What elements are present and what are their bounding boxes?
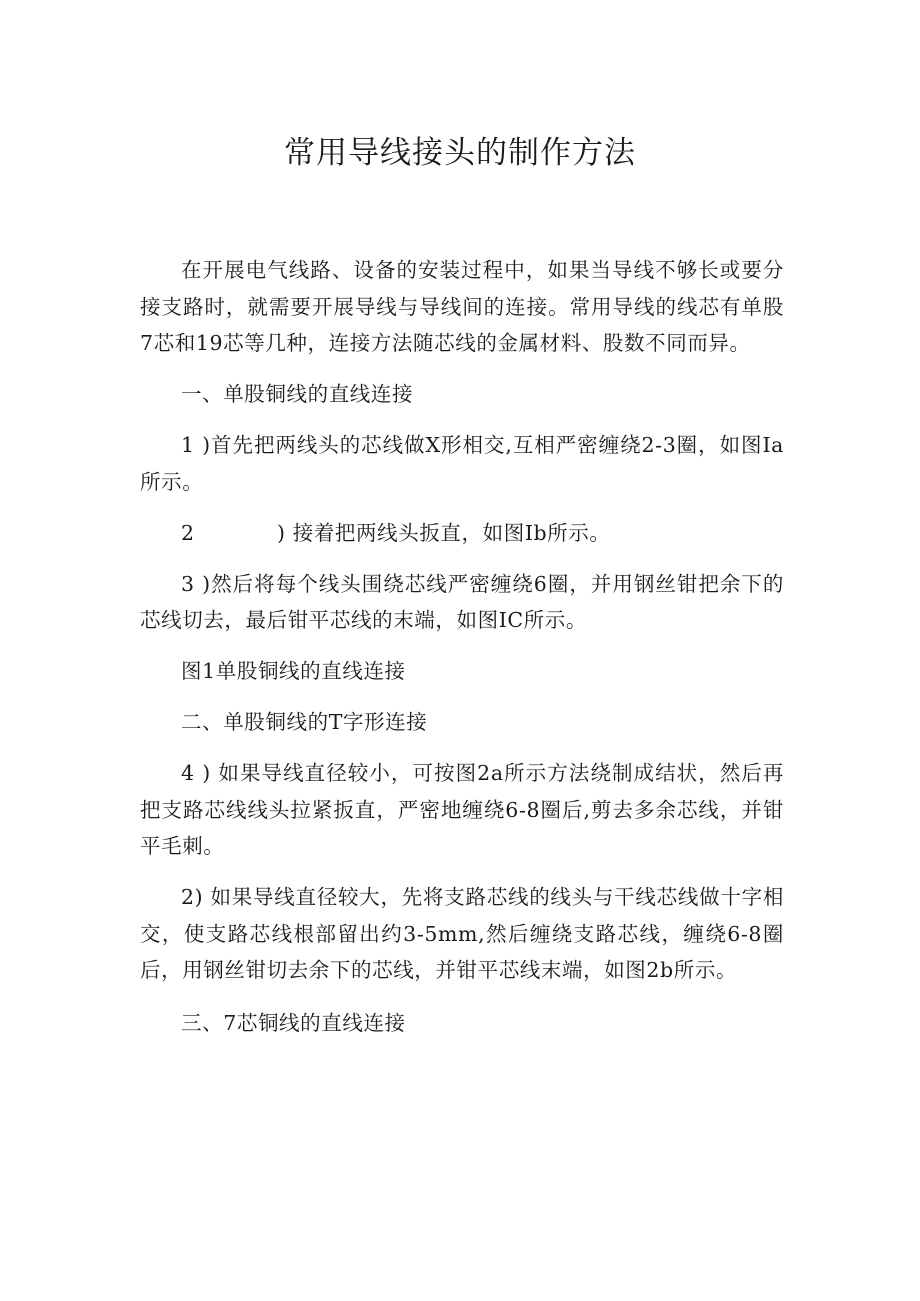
step-paragraph-4: 4 ) 如果导线直径较小，可按图2a所示方法绕制成结状，然后再把支路芯线线头拉紧扳直，严密地缠绕6-8圈后,剪去多余芯线，并钳平毛刺。 — [140, 761, 784, 858]
document-title: 常用导线接头的制作方法 — [284, 135, 636, 171]
step-paragraph-1: 1 )首先把两线头的芯线做X形相交,互相严密缠绕2-3圈，如图Ia所示。 — [140, 433, 784, 494]
step-paragraph-2 — [140, 515, 784, 552]
section-heading-1: 一、单股铜线的直线连接 — [181, 382, 414, 406]
intro-paragraph: 在开展电气线路、设备的安装过程中，如果当导线不够长或要分接支路时，就需要开展导线与导线间的连接。常用导线的线芯有单股7芯和19芯等几种，连接方法随芯线的金属材料、股数不同而异。 — [140, 258, 784, 355]
document-body — [140, 252, 784, 1041]
section-heading-3: 三、7芯铜线的直线连接 — [181, 1010, 406, 1035]
step-paragraph-3: 3 )然后将每个线头围绕芯线严密缠绕6圈，并用钢丝钳把余下的芯线切去，最后钳平芯线的末端，如图IC所示。 — [140, 571, 784, 632]
step-text-2: ) 接着把两线头扳直，如图Ib所示。 — [277, 520, 611, 545]
step-paragraph-5: 2) 如果导线直径较大，先将支路芯线的线头与干线芯线做十字相交，使支路芯线根部留出约3-5mm,然后缠绕支路芯线，缠绕6-8圈后，用钢丝钳切去余下的芯线，并钳平芯线末端，如图2b所示。 — [140, 885, 784, 982]
step-number-2: 2 — [181, 520, 195, 545]
figure-caption-1: 图1单股铜线的直线连接 — [181, 659, 406, 683]
section-heading-2: 二、单股铜线的T字形连接 — [181, 710, 428, 734]
